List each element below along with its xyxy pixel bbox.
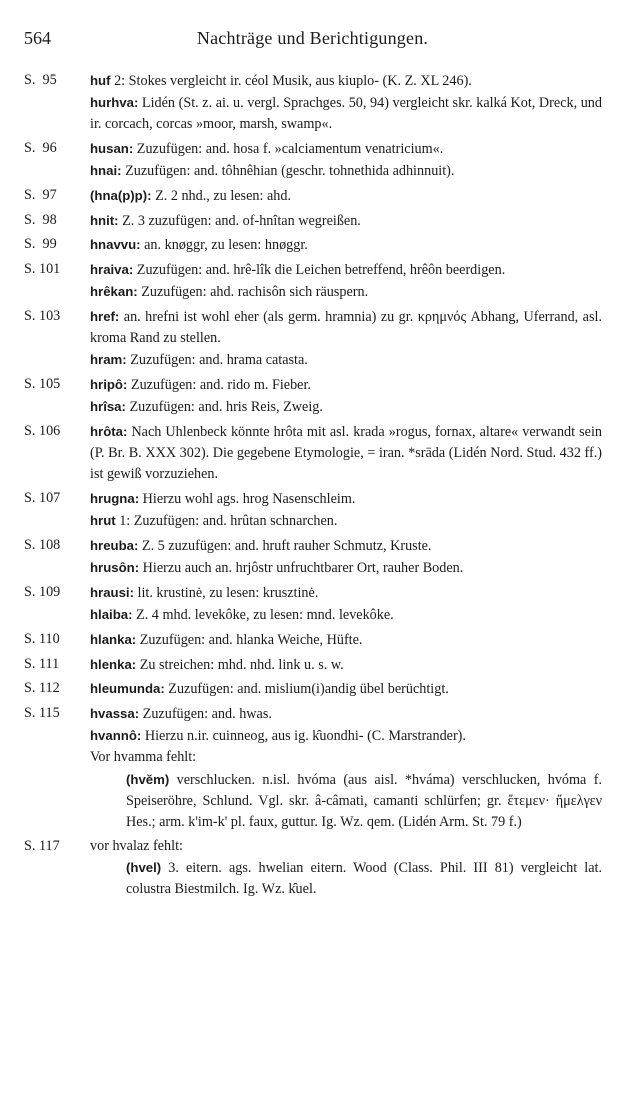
entry (24, 703, 602, 833)
entry-text: 2: Stokes vergleicht ir. céol Musik, aus kiuplo- (K. Z. XL 246). (110, 73, 472, 89)
headword: (hvĕm) (126, 771, 170, 787)
entry-paragraph (90, 349, 602, 371)
page-number: 564 (24, 28, 51, 48)
entry-paragraph (90, 654, 602, 676)
page-reference: S. 110 (24, 630, 60, 647)
entry-text: Zuzufügen: and. hlanka Weiche, Hüfte. (136, 631, 363, 648)
headword: huf (90, 73, 111, 88)
entry (24, 421, 602, 486)
entry-paragraph (90, 582, 602, 604)
entry (24, 70, 602, 136)
headword: hrôta: (90, 424, 128, 440)
headword: hrîsa: (90, 399, 126, 415)
entry (24, 654, 602, 676)
headword: hleumunda: (90, 681, 165, 697)
entry-body (90, 138, 602, 182)
entry-body (90, 629, 602, 651)
headword: hrêkan: (90, 284, 138, 300)
entry-body (90, 259, 602, 303)
entry-text: Zuzufügen: and. hosa f. »calciamentum venatricium«. (133, 141, 444, 158)
page-reference: S. 107 (24, 490, 61, 507)
entry-text: Z. 5 zuzufügen: and. hruft rauher Schmutz, Kruste. (138, 538, 432, 555)
entry-paragraph (90, 488, 602, 510)
entry (24, 306, 602, 372)
entry-paragraph (90, 421, 602, 486)
entry-paragraph (90, 259, 602, 281)
headword: hlaiba: (90, 607, 133, 623)
entry-paragraph (90, 703, 602, 725)
entry-paragraph (90, 160, 602, 182)
entry-paragraph (90, 747, 602, 768)
headword: hraiva: (90, 262, 134, 278)
headword: (hvel) (126, 859, 162, 875)
entry-paragraph (90, 557, 602, 579)
entry (24, 185, 602, 207)
entry-text: Zuzufügen: and. hrama catasta. (126, 352, 308, 369)
entry-text: Zuzufügen: and. hwas. (139, 705, 272, 722)
entry-paragraph (90, 678, 602, 700)
page-reference: S. 108 (24, 537, 61, 554)
entry-paragraph (90, 234, 602, 256)
page-reference: S. 106 (24, 423, 61, 440)
entry-text: Vor hvamma fehlt: (90, 749, 197, 766)
entry-paragraph (90, 396, 602, 418)
entry (24, 836, 602, 901)
entry-body (90, 836, 602, 901)
entry (24, 488, 602, 532)
entry-paragraph (90, 535, 602, 557)
entry-paragraph (90, 70, 602, 92)
headword: hripô: (90, 377, 128, 393)
entry-text: Zuzufügen: and. hris Reis, Zweig. (125, 399, 323, 416)
entry-text: Zuzufügen: and. tôhnêhian (geschr. tohnethida adhinnuit). (121, 163, 455, 180)
headword: hrugna: (90, 491, 140, 507)
entry (24, 210, 602, 232)
entry-paragraph (90, 604, 602, 626)
headword: (hna(p)p): (90, 188, 152, 204)
entry (24, 535, 602, 579)
entry-body (90, 306, 602, 372)
page-reference: S. 109 (24, 583, 61, 600)
entry-text: Hierzu n.ir. cuinneog, aus ig. k̑uondhi- (C. Marstrander). (141, 728, 466, 745)
entry-body (90, 234, 602, 256)
entry-paragraph (90, 306, 602, 349)
entry-body (90, 703, 602, 833)
entry-text: Hierzu wohl ags. hrog Nasenschleim. (139, 491, 356, 508)
headword: hnit: (90, 212, 119, 228)
page-reference: S. 117 (24, 837, 60, 854)
entry-paragraph (90, 769, 602, 834)
entry-body (90, 582, 602, 626)
entry (24, 678, 602, 700)
entry-body (90, 654, 602, 676)
entry-paragraph (90, 210, 602, 232)
entry (24, 138, 602, 182)
entry (24, 582, 602, 626)
entry-body (90, 185, 602, 207)
entry-text: Z. 4 mhd. levekôke, zu lesen: mnd. levekôke. (132, 607, 394, 624)
entry (24, 259, 602, 303)
entry (24, 374, 602, 418)
entry-text: Nach Uhlenbeck könnte hrôta mit asl. krada »rogus, fornax, altare« verwandt sein (P. Br. B. XXX 302). Die gegebene Etymologie, = iran. *srāda (Lidén Nord. Stud. 432 ff.) ist gewiß vorzuziehen. (90, 424, 602, 483)
entry-text: Zuzufügen: and. mislium(i)andig übel berüchtigt. (164, 681, 449, 698)
entry-body (90, 210, 602, 232)
page-reference: S. 99 (24, 236, 57, 253)
entry-paragraph (90, 629, 602, 651)
entry-body (90, 488, 602, 532)
entry-body (90, 70, 602, 136)
page-reference: S. 95 (24, 72, 57, 88)
entry-body (90, 421, 602, 486)
headword: hlanka: (90, 631, 137, 647)
headword: hrut (90, 513, 116, 529)
entry-text: Zuzufügen: and. hrê-lîk die Leichen betreffend, hrêôn beerdigen. (133, 262, 506, 279)
entry-text: Zu streichen: mhd. nhd. link u. s. w. (136, 656, 344, 673)
page-reference: S. 97 (24, 187, 57, 204)
running-title: Nachträge und Berichtigungen. (196, 28, 429, 48)
entries-list (24, 70, 602, 903)
entry-body (90, 374, 602, 418)
headword: hvannô: (90, 728, 142, 744)
headword: hvassa: (90, 705, 140, 721)
headword: hram: (90, 352, 127, 368)
entry-paragraph (90, 510, 602, 532)
headword: hlenka: (90, 656, 137, 672)
page-header (24, 28, 601, 52)
entry-paragraph (90, 374, 602, 396)
entry-paragraph (90, 725, 602, 747)
page-reference: S. 105 (24, 376, 61, 393)
entry-text: vor hvalaz fehlt: (90, 837, 183, 854)
headword: hurhva: (90, 95, 139, 111)
entry-text: an. knøggr, zu lesen: hnøggr. (140, 237, 308, 254)
entry-paragraph (90, 185, 602, 207)
entry-text: 1: Zuzufügen: and. hrûtan schnarchen. (115, 513, 338, 530)
entry-paragraph (90, 857, 602, 900)
entry-text: Zuzufügen: and. rido m. Fieber. (127, 377, 311, 394)
headword: husan: (90, 141, 134, 157)
entry-text: Zuzufügen: ahd. rachisôn sich räuspern. (137, 284, 369, 301)
entry-body (90, 535, 602, 579)
page-reference: S. 115 (24, 704, 60, 721)
page-reference: S. 112 (24, 680, 60, 697)
entry (24, 234, 602, 256)
entry-paragraph (90, 281, 602, 303)
entry-text: 3. eitern. ags. hwelian eitern. Wood (Class. Phil. III 81) vergleicht lat. colustra Biestmilch. Ig. Wz. k̑uel. (126, 859, 602, 898)
entry-text: an. hrefni ist wohl eher (als germ. hramnia) zu gr. κρημνός Abhang, Uferrand, asl. kroma Rand zu stellen. (90, 309, 602, 347)
entry-text: Z. 2 nhd., zu lesen: ahd. (151, 188, 291, 205)
entry-body (90, 678, 602, 700)
headword: hrusôn: (90, 560, 140, 576)
headword: href: (90, 309, 120, 325)
headword: hnai: (90, 163, 122, 179)
page-reference: S. 98 (24, 211, 57, 228)
entry-text: verschlucken. n.isl. hvóma (aus aisl. *hváma) verschlucken, hvóma f. Speiseröhre, Schlund. Vgl. skr. â-câmati, camanti schlürfen; gr. ἔτεμεν· ἤμελγεν Hes.; arm. k'im-k' pl. faux, guttur. Ig. Wz. qem. (Lidén Arm. St. 79 f.) (126, 771, 602, 830)
entry (24, 629, 602, 651)
entry-paragraph (90, 836, 602, 857)
page-reference: S. 111 (24, 655, 60, 672)
headword: hnavvu: (90, 237, 141, 253)
page-reference: S. 101 (24, 261, 61, 278)
entry-paragraph (90, 92, 602, 135)
entry-text: lit. krustinė, zu lesen: krusztinė. (133, 584, 319, 601)
entry-text: Z. 3 zuzufügen: and. of-hnîtan wegreißen. (118, 212, 361, 229)
headword: hreuba: (90, 538, 139, 554)
entry-paragraph (90, 138, 602, 160)
page-reference: S. 96 (24, 140, 57, 157)
entry-text: Hierzu auch an. hrjôstr unfruchtbarer Ort, rauher Boden. (139, 560, 464, 577)
page-reference: S. 103 (24, 308, 61, 325)
headword: hrausi: (90, 584, 134, 600)
entry-text: Lidén (St. z. ai. u. vergl. Sprachges. 50, 94) vergleicht skr. kalká Kot, Dreck, und ir. corcach, corcas »moor, marsh, swamp«. (90, 95, 602, 133)
